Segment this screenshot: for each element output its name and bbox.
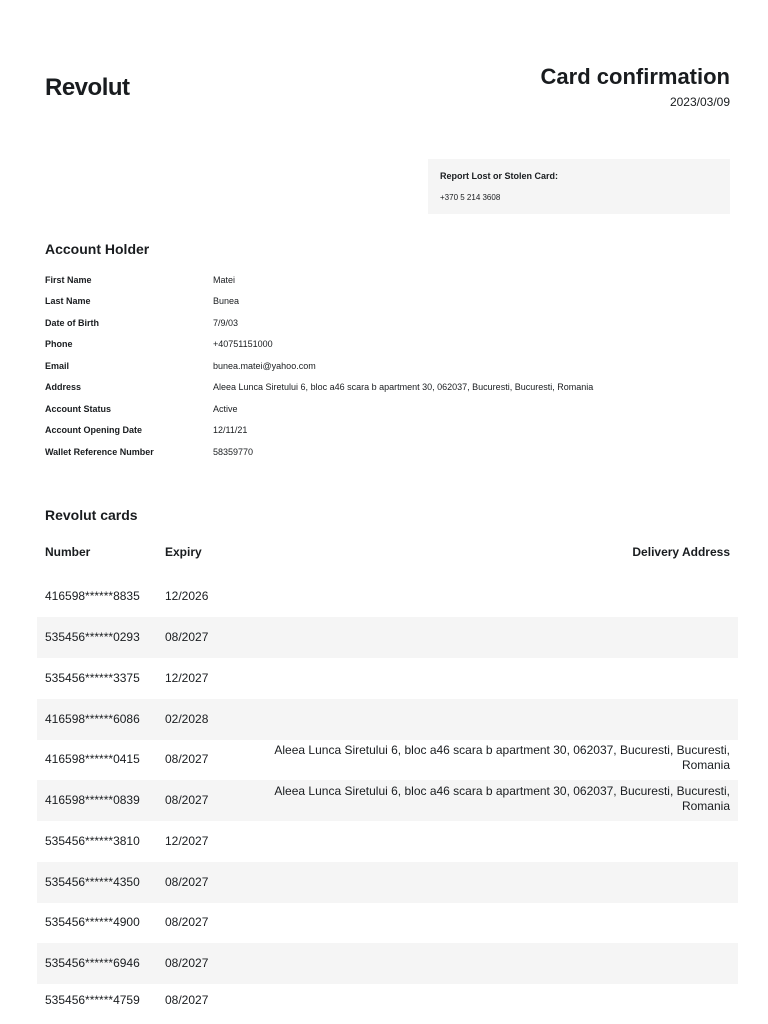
card-delivery-address: Aleea Lunca Siretului 6, bloc a46 scara b apartment 30, 062037, Bucuresti, Bucuresti, Romania	[274, 784, 730, 813]
holder-value: Bunea	[213, 296, 240, 306]
card-expiry: 12/2027	[165, 834, 209, 848]
page-title: Card confirmation	[540, 64, 730, 89]
holder-row-wallet-reference	[45, 447, 735, 463]
card-expiry: 08/2027	[165, 993, 209, 1007]
card-number: 535456******3375	[45, 671, 140, 685]
card-number: 416598******0839	[45, 793, 140, 807]
card-number: 535456******3810	[45, 834, 140, 848]
holder-value: +40751151000	[213, 339, 273, 349]
holder-value: Active	[213, 404, 238, 414]
holder-row-last-name	[45, 296, 735, 312]
card-number: 416598******6086	[45, 712, 140, 726]
card-expiry: 08/2027	[165, 630, 209, 644]
holder-value: bunea.matei@yahoo.com	[213, 361, 316, 371]
holder-value: 58359770	[213, 447, 254, 457]
holder-label: Last Name	[45, 296, 91, 306]
holder-row-phone	[45, 339, 735, 355]
revolut-cards-heading: Revolut cards	[45, 507, 138, 523]
holder-value: 7/9/03	[213, 318, 239, 328]
holder-label: Email	[45, 361, 70, 371]
table-row	[37, 943, 738, 984]
card-expiry: 08/2027	[165, 752, 209, 766]
holder-row-date-of-birth	[45, 318, 735, 334]
revolut-logo: Revolut	[45, 74, 130, 101]
holder-label: Address	[45, 382, 82, 392]
report-lost-card-phone: +370 5 214 3608	[440, 193, 501, 202]
card-number: 535456******4900	[45, 915, 140, 929]
card-number: 535456******4759	[45, 993, 140, 1007]
card-expiry: 08/2027	[165, 915, 209, 929]
card-number: 416598******8835	[45, 589, 140, 603]
document-date: 2023/03/09	[669, 95, 730, 109]
table-row	[37, 821, 738, 862]
holder-value: Matei	[213, 275, 236, 285]
holder-label: Account Opening Date	[45, 425, 143, 435]
holder-label: Wallet Reference Number	[45, 447, 154, 457]
table-row	[37, 902, 738, 943]
card-number: 535456******0293	[45, 630, 140, 644]
holder-label: Date of Birth	[45, 318, 99, 328]
holder-row-opening-date	[45, 425, 735, 441]
table-row	[37, 699, 738, 740]
card-expiry: 08/2027	[165, 956, 209, 970]
cards-table-header	[45, 545, 730, 561]
account-holder-heading: Account Holder	[45, 241, 150, 257]
card-expiry: 08/2027	[165, 793, 209, 807]
card-number: 416598******0415	[45, 752, 140, 766]
card-expiry: 12/2027	[165, 671, 209, 685]
holder-value: Aleea Lunca Siretului 6, bloc a46 scara b apartment 30, 062037, Bucuresti, Bucuresti, Romania	[213, 382, 594, 392]
table-row	[37, 739, 738, 780]
report-lost-card-box	[428, 159, 730, 214]
column-header-number: Number	[45, 545, 91, 559]
card-expiry: 02/2028	[165, 712, 209, 726]
holder-label: Account Status	[45, 404, 112, 414]
report-lost-card-title: Report Lost or Stolen Card:	[440, 171, 559, 181]
table-row	[37, 862, 738, 903]
card-delivery-address: Aleea Lunca Siretului 6, bloc a46 scara b apartment 30, 062037, Bucuresti, Bucuresti, Romania	[274, 743, 730, 772]
table-row	[37, 658, 738, 699]
card-expiry: 08/2027	[165, 875, 209, 889]
holder-row-first-name	[45, 275, 735, 291]
card-number: 535456******4350	[45, 875, 140, 889]
holder-label: Phone	[45, 339, 73, 349]
table-row	[37, 576, 738, 617]
column-header-delivery-address: Delivery Address	[632, 545, 730, 559]
holder-row-account-status	[45, 404, 735, 420]
column-header-expiry: Expiry	[165, 545, 202, 559]
holder-row-email	[45, 361, 735, 377]
holder-value: 12/11/21	[213, 425, 248, 435]
table-row	[37, 980, 738, 1021]
table-row	[37, 617, 738, 658]
holder-label: First Name	[45, 275, 92, 285]
card-number: 535456******6946	[45, 956, 140, 970]
holder-row-address	[45, 382, 735, 398]
table-row	[37, 780, 738, 821]
card-expiry: 12/2026	[165, 589, 209, 603]
